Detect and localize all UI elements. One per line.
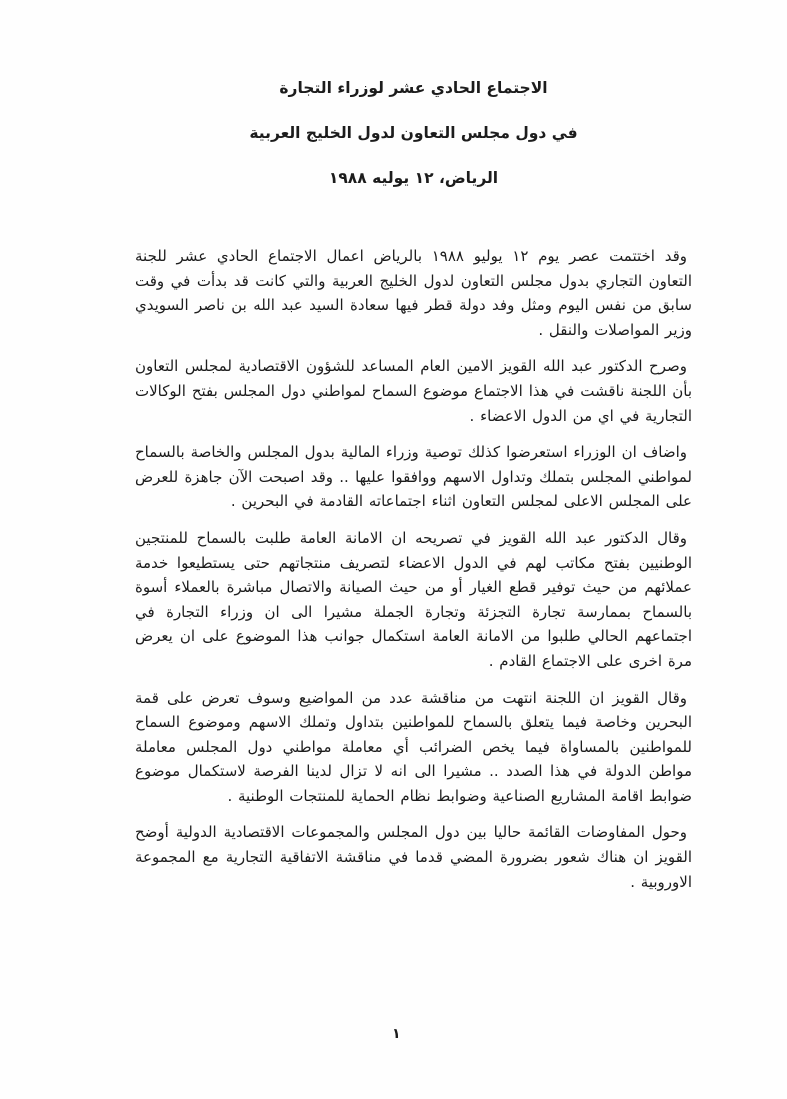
page-number: ١ xyxy=(392,1026,401,1042)
paragraph-finance-ministers-recommendation: واضاف ان الوزراء استعرضوا كذلك توصية وزراء المالية بدول المجلس والخاصة بالسماح لمواطني المجلس بتملك وتداول الاسهم ووافقوا عليها .. وقد اصبحت الآن جاهزة للعرض على المجلس الاعلى لمجلس التعاون اثناء اجتماعاته القادمة في البحرين . xyxy=(135,443,692,511)
document-body xyxy=(135,244,692,906)
title-line-organization: في دول مجلس التعاون لدول الخليج العربية xyxy=(249,124,578,142)
document-title-block xyxy=(135,79,692,214)
title-line-meeting: الاجتماع الحادي عشر لوزراء التجارة xyxy=(279,79,548,97)
paragraph-national-producers-offices: وقال الدكتور عبد الله القويز في تصريحه ان الامانة العامة طلبت بالسماح للمنتجين الوطنيين بفتح مكاتب لهم في الدول الاعضاء لتصريف منتجاتهم حتى يستطيعوا خدمة عملائهم من حيث توفير قطع الغيار أو من حيث الصيانة والاتصال مباشرة بالعملاء أسوة بالسماح بممارسة تجارة التجزئة وتجارة الجملة مشيرا الى ان وزراء التجارة في اجتماعهم الحالي طلبوا من الامانة العامة استكمال جوانب هذا الموضوع على ان يعرض مرة اخرى على الاجتماع القادم . xyxy=(135,528,692,670)
paragraph-bahrain-summit-topics: وقال القويز ان اللجنة انتهت من مناقشة عدد من المواضيع وسوف تعرض على قمة البحرين وخاصة فيما يتعلق بالسماح للمواطنين بتداول وتملك الاسهم وموضوع السماح للمواطنين بالمساواة فيما يخص الضرائب أي معاملة مواطني دول المجلس معاملة مواطن الدولة في هذا الصدد .. مشيرا الى انه لا تزال لدينا الفرصة لاستكمال موضوع ضوابط اقامة المشاريع الصناعية وضوابط نظام الحماية للمنتجات الوطنية . xyxy=(135,688,692,805)
title-line-place-date: الرياض، ١٢ يوليه ١٩٨٨ xyxy=(328,169,499,187)
paragraph-statement-agencies: وصرح الدكتور عبد الله القويز الامين العام المساعد للشؤون الاقتصادية لمجلس التعاون بأن اللجنة ناقشت في هذا الاجتماع موضوع السماح لمواطني دول المجلس بفتح الوكالات التجارية في اي من الدول الاعضاء . xyxy=(135,357,692,425)
paragraph-international-negotiations: وحول المفاوضات القائمة حاليا بين دول المجلس والمجموعات الاقتصادية الدولية أوضح القويز ان هناك شعور بضرورة المضي قدما في مناقشة الاتفاقية التجارية مع المجموعة الاوروبية . xyxy=(135,823,692,891)
paragraph-closing-session: وقد اختتمت عصر يوم ١٢ يوليو ١٩٨٨ بالرياض اعمال الاجتماع الحادي عشر للجنة التعاون التجاري بدول مجلس التعاون لدول الخليج العربية والتي كانت قد بدأت في وقت سابق من نفس اليوم ومثل وفد دولة قطر فيها سعادة السيد عبد الله بن ناصر السويدي وزير المواصلات والنقل . xyxy=(135,247,692,339)
